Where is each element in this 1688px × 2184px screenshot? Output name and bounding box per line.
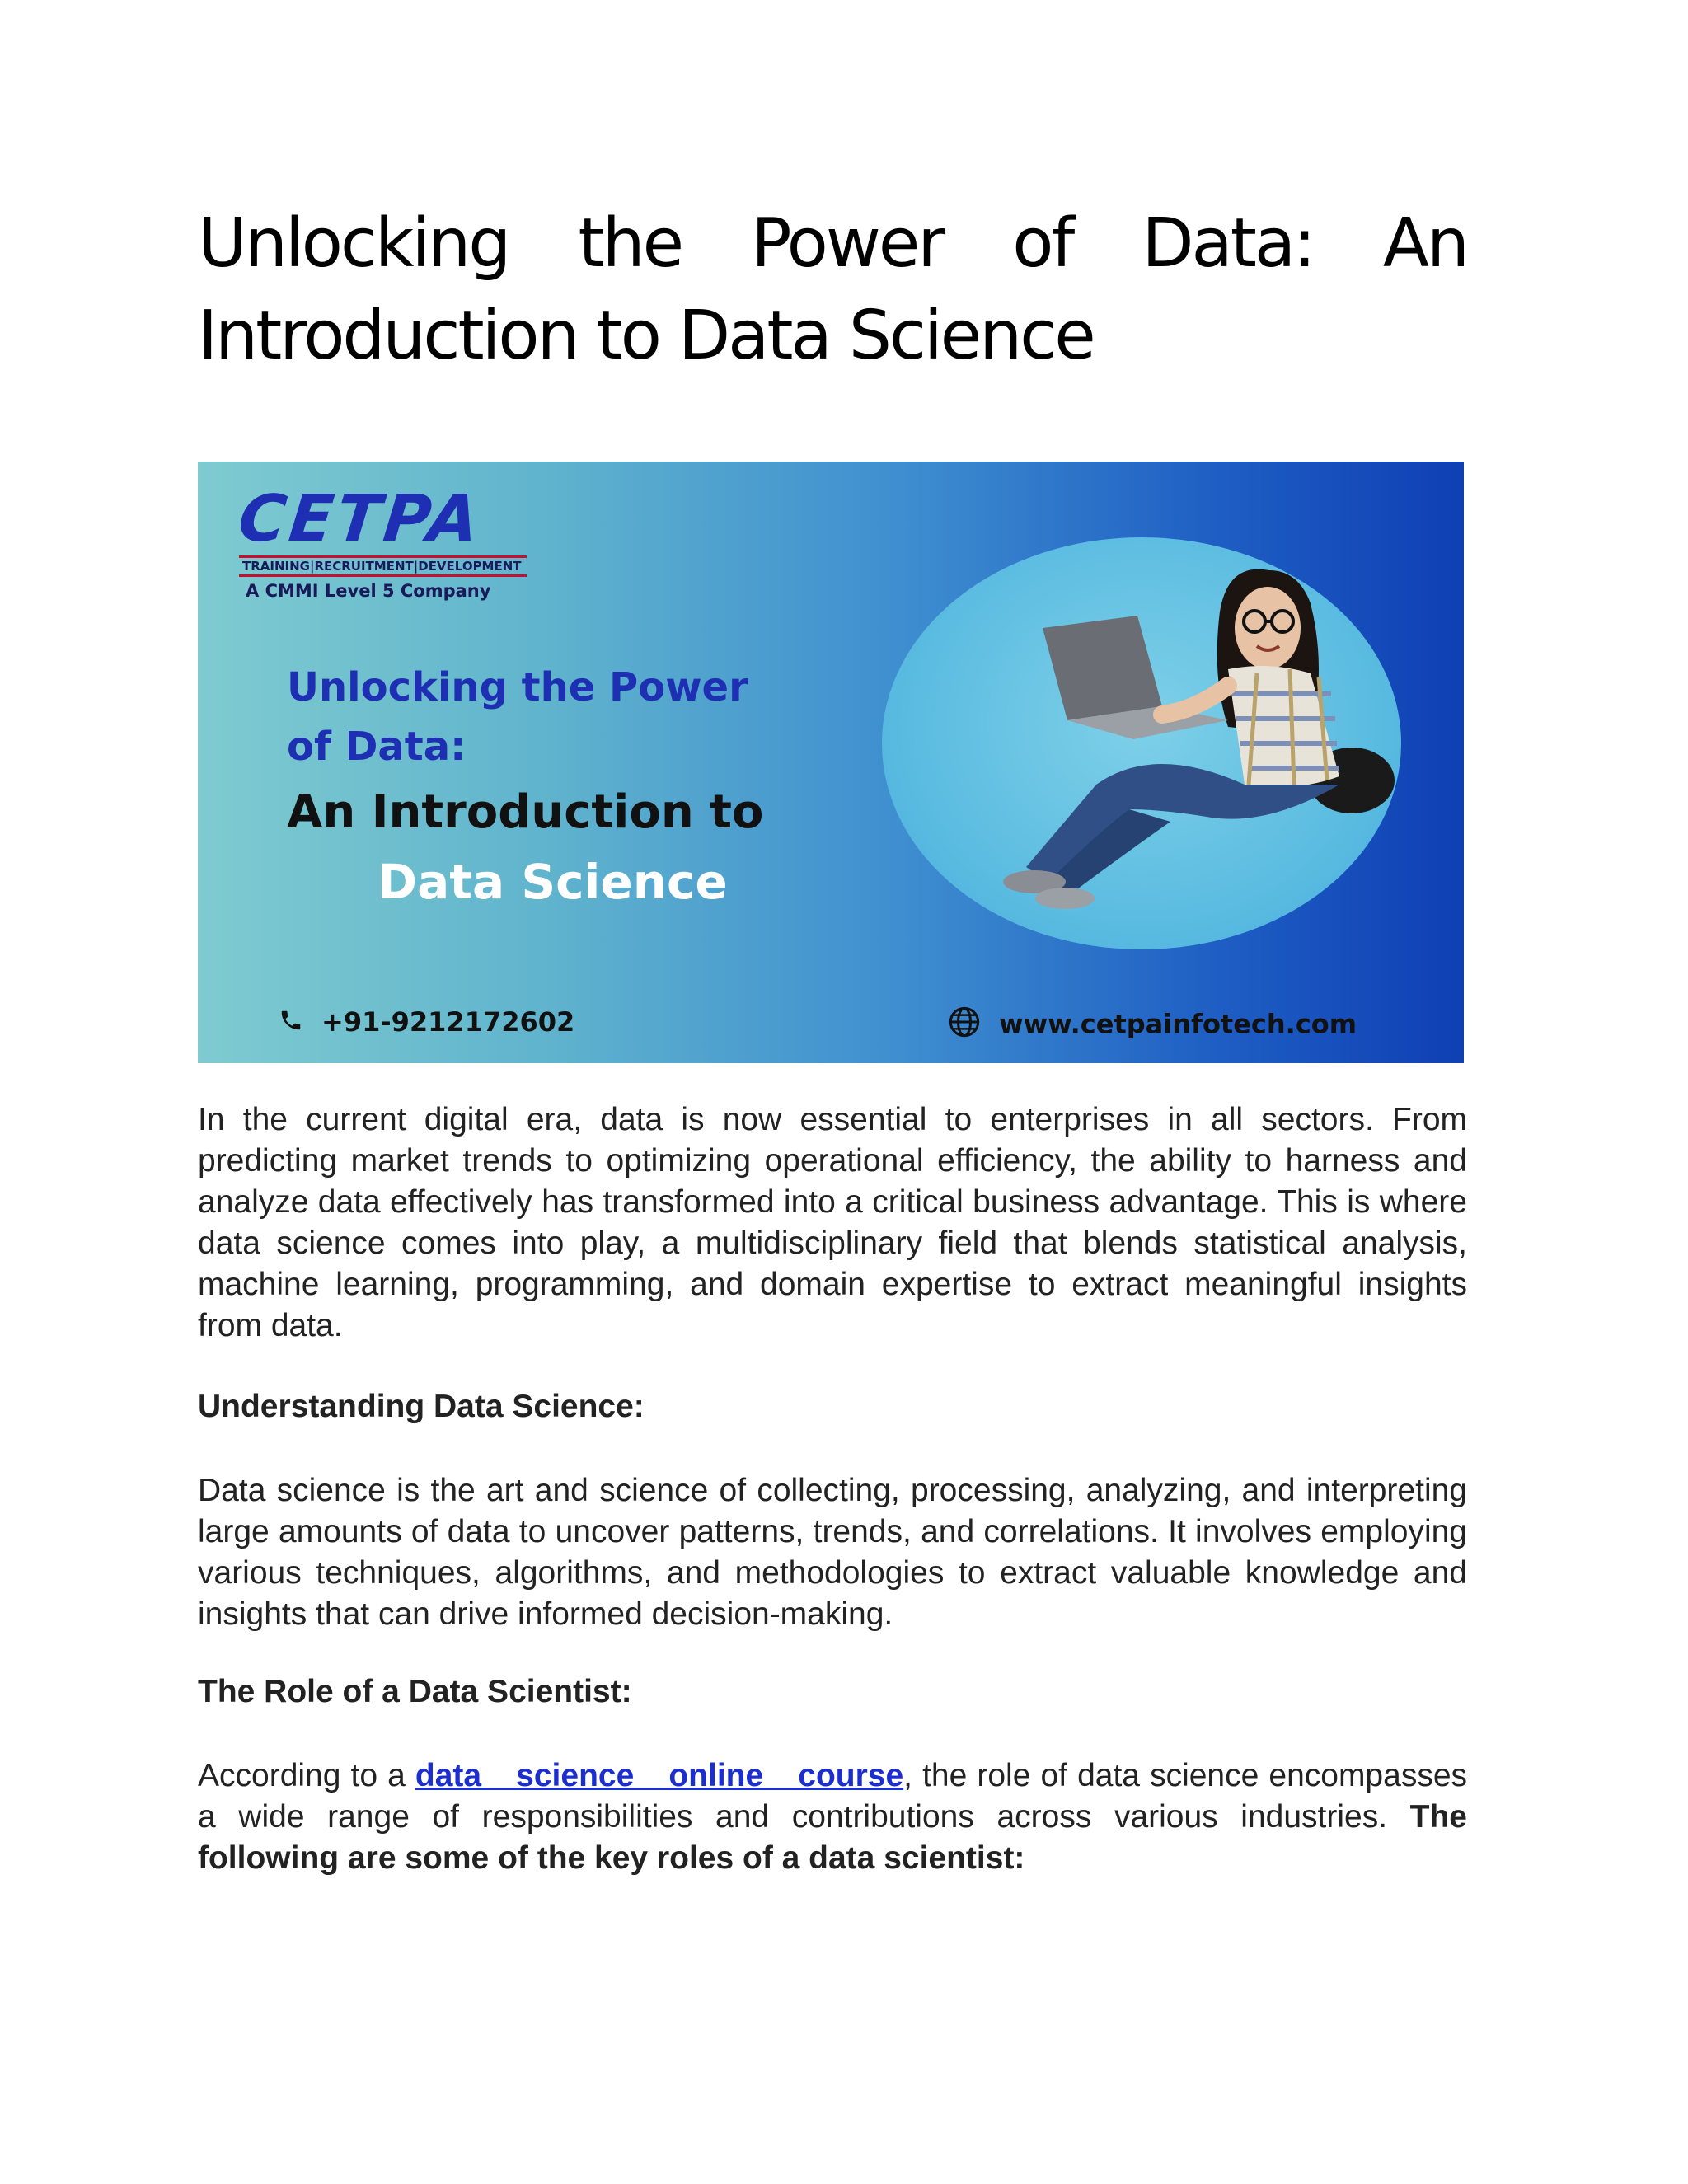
intro-paragraph: In the current digital era, data is now essential to enterprises in all sectors. From predicting market trends to optimizing operational efficiency, the ability to harness and analyze data effectively has transformed into a critical business advantage. This is where data science comes into play, a multidisciplinary field that blends statistical analysis, machine learning, programming, and domain expertise to extract meaningful insights from data. <box>198 1102 1467 1343</box>
banner-heading-line-3: Data Science <box>377 854 728 910</box>
person-illustration <box>882 537 1401 949</box>
title-word: Data: <box>1142 204 1314 283</box>
phone-icon <box>279 1007 303 1040</box>
banner-heading-line-1b: of Data: <box>287 724 467 770</box>
section-1-paragraph: Data science is the art and science of collecting, processing, analyzing, and interpreting large amounts of data to uncover patterns, trends, and correlations. It involves employing various techniques, algorithms, and methodologies to extract valuable knowledge and insights that can drive informed decision-making. <box>198 1473 1467 1632</box>
title-word: An <box>1382 204 1467 283</box>
banner-heading <box>287 658 798 916</box>
title-word: Unlocking <box>198 204 509 283</box>
section-heading-role: The Role of a Data Scientist: <box>198 1674 632 1709</box>
logo-wordmark: CETPA <box>235 482 485 556</box>
banner-heading-line-1a: Unlocking the Power <box>287 664 748 710</box>
section-2-middle: , the role of data science encompasses a wide range of responsibilities and contributions across various industries. <box>198 1758 1468 1835</box>
banner-website <box>948 1005 1357 1046</box>
title-word: the <box>578 204 682 283</box>
woman-with-laptop-photo <box>882 537 1401 949</box>
cetpa-logo <box>235 482 536 602</box>
title-line-1 <box>198 198 1467 290</box>
banner-phone <box>279 1005 574 1040</box>
section-2-paragraph <box>198 1755 1467 1879</box>
section-2-prefix: According to a <box>198 1758 415 1793</box>
title-line-2: Introduction to Data Science <box>198 297 1094 375</box>
data-science-course-link[interactable]: data science online course <box>415 1758 904 1793</box>
phone-number: +91-9212172602 <box>321 1006 575 1038</box>
hero-banner-image <box>198 462 1464 1063</box>
page-title <box>198 198 1467 382</box>
title-word: of <box>1012 204 1073 283</box>
title-word: Power <box>751 204 944 283</box>
logo-tagline: TRAINING|RECRUITMENT|DEVELOPMENT <box>239 555 527 577</box>
website-url: www.cetpainfotech.com <box>999 1008 1357 1040</box>
globe-icon <box>948 1005 981 1046</box>
banner-heading-line-2: An Introduction to <box>287 785 764 839</box>
logo-subtitle: A CMMI Level 5 Company <box>246 581 491 601</box>
section-heading-understanding: Understanding Data Science: <box>198 1389 645 1424</box>
section-2-bold-lead: The following are some of the key roles of a data scientist: <box>198 1799 1467 1876</box>
